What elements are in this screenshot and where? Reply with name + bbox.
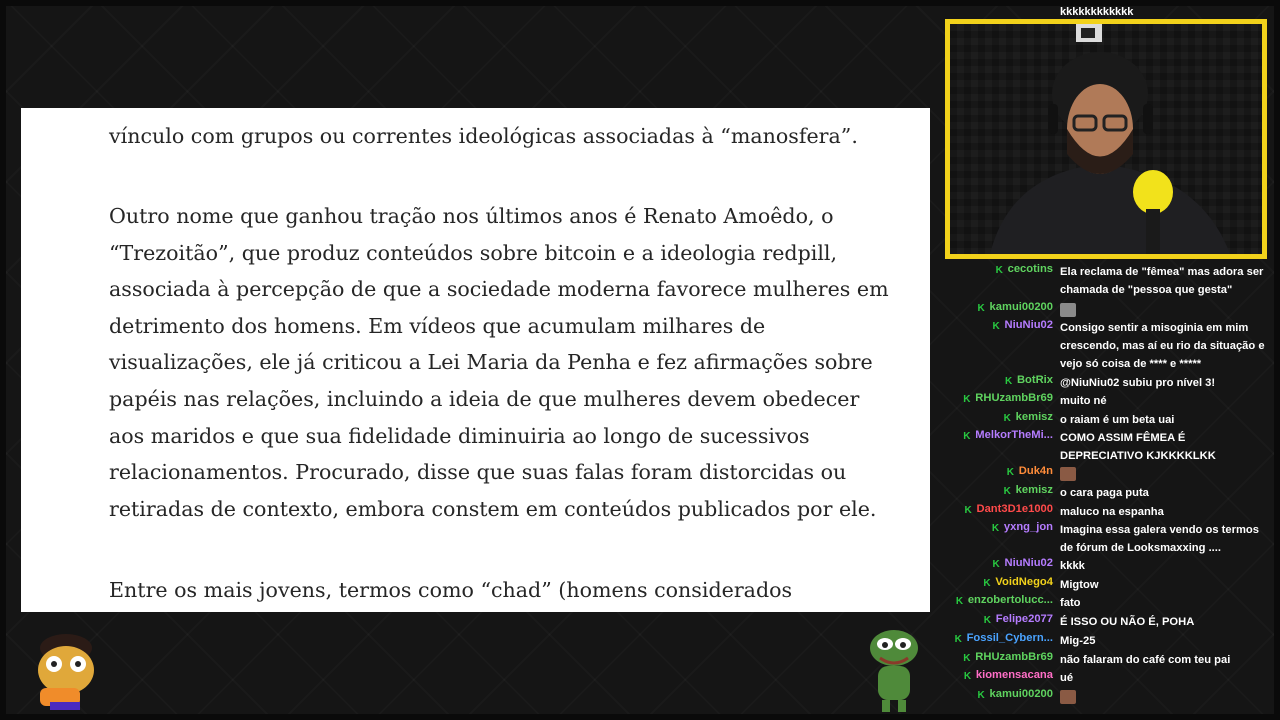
chat-message-text: @NiuNiu02 subiu pro nível 3! xyxy=(1060,377,1216,389)
chat-username[interactable]: BotRix xyxy=(1016,374,1053,386)
chat-panel[interactable] xyxy=(945,263,1275,713)
article-paragraph-3: Entre os mais jovens, termos como “chad” (homens considerados xyxy=(109,578,793,602)
kick-badge-icon: K xyxy=(954,634,962,645)
chat-username[interactable]: enzobertolucc... xyxy=(967,594,1053,606)
chat-username[interactable]: Felipe2077 xyxy=(995,613,1053,625)
cartoon-character-sticker xyxy=(30,628,102,710)
chat-message-text: É ISSO OU NÃO É, POHA xyxy=(1060,616,1195,628)
chat-message-text: COMO ASSIM FÊMEA É DEPRECIATIVO KJKKKKLKK xyxy=(1060,432,1216,462)
chat-message-text: Mig-25 xyxy=(1060,635,1096,647)
chat-username[interactable]: NiuNiu02 xyxy=(1004,319,1053,331)
chat-message-text: fato xyxy=(1060,597,1081,609)
webcam-caption: kkkkkkkkkkkk xyxy=(1060,6,1134,18)
chat-username[interactable]: kamui00200 xyxy=(989,688,1053,700)
chat-message-text: kkkk xyxy=(1060,560,1085,572)
article-line-1: vínculo com grupos ou correntes ideológicas associadas à “manosfera”. xyxy=(109,124,858,148)
chat-username[interactable]: kamui00200 xyxy=(989,301,1053,313)
chat-message-text: Ela reclama de "fêmea" mas adora ser chamada de "pessoa que gesta" xyxy=(1060,266,1264,296)
chat-username[interactable]: NiuNiu02 xyxy=(1004,557,1053,569)
gray-emote xyxy=(1060,303,1076,317)
kick-badge-icon: K xyxy=(964,505,972,516)
chat-username[interactable]: kemisz xyxy=(1015,411,1053,423)
chat-message-text: ué xyxy=(1060,672,1074,684)
kick-badge-icon: K xyxy=(963,653,971,664)
kick-badge-icon: K xyxy=(991,523,1000,534)
chat-message-text: Consigo sentir a misoginia em mim crescendo, mas aí eu rio da situação e vejo só coisa de **** e ***** xyxy=(1060,322,1265,370)
chat-username[interactable]: yxng_jon xyxy=(1003,521,1053,533)
article-panel xyxy=(21,108,930,612)
kick-badge-icon: K xyxy=(1003,486,1011,497)
chat-message-text xyxy=(1060,688,1265,706)
kick-badge-icon: K xyxy=(955,596,964,607)
article-paragraph-2: Outro nome que ganhou tração nos últimos anos é Renato Amoêdo, o “Trezoitão”, que produz conteúdos sobre bitcoin e a ideologia redpill, associada à percepção de que a sociedade moderna favorece mulheres em detrimento dos homens. Em vídeos que acumulam milhares de visualizações, ele já criticou a Lei Maria da Penha e fez afirmações sobre papéis nas relações, incluindo a ideia de que mulheres devem obedecer aos maridos e que sua fidelidade diminuiria ao longo de sucessivos relacionamentos. Procurado, disse que suas falas foram distorcidas ou retiradas de contexto, embora constem em conteúdos publicados por ele. xyxy=(109,204,889,521)
webcam-feed xyxy=(945,19,1267,259)
kick-badge-icon: K xyxy=(992,559,1000,570)
kick-badge-icon: K xyxy=(1003,413,1011,424)
streamer-figure xyxy=(950,24,1262,254)
chat-username[interactable]: Duk4n xyxy=(1018,465,1053,477)
brown-emote xyxy=(1060,690,1076,704)
chat-username[interactable]: cecotins xyxy=(1007,263,1053,275)
kick-badge-icon: K xyxy=(963,431,971,442)
chat-username[interactable]: Fossil_Cybern... xyxy=(966,632,1053,644)
kick-badge-icon: K xyxy=(963,394,971,405)
pepe-frog-sticker xyxy=(864,628,924,712)
chat-message-text: maluco na espanha xyxy=(1060,506,1164,518)
chat-username[interactable]: RHUzambBr69 xyxy=(975,392,1053,404)
kick-badge-icon: K xyxy=(983,578,991,589)
chat-message-text: Imagina essa galera vendo os termos de fórum de Looksmaxxing .... xyxy=(1060,524,1259,554)
chat-message-text: muito né xyxy=(1060,395,1107,407)
chat-message-text xyxy=(1060,465,1265,483)
kick-badge-icon: K xyxy=(995,265,1003,276)
kick-badge-icon: K xyxy=(977,690,985,701)
chat-message-text: o raiam é um beta uai xyxy=(1060,414,1175,426)
chat-username[interactable]: RHUzambBr69 xyxy=(975,651,1053,663)
chat-username[interactable]: kiomensacana xyxy=(975,669,1053,681)
chat-message-text: Migtow xyxy=(1060,579,1099,591)
chat-username[interactable]: Dant3D1e1000 xyxy=(976,503,1053,515)
brown-emote xyxy=(1060,467,1076,481)
chat-username[interactable]: kemisz xyxy=(1015,484,1053,496)
kick-badge-icon: K xyxy=(1006,467,1015,478)
chat-message-text: não falaram do café com teu pai xyxy=(1060,654,1231,666)
chat-username[interactable]: MelkorTheMi... xyxy=(975,429,1053,441)
kick-badge-icon: K xyxy=(963,671,972,682)
chat-username[interactable]: VoidNego4 xyxy=(995,576,1053,588)
chat-message-text xyxy=(1060,301,1265,319)
kick-badge-icon: K xyxy=(992,321,1000,332)
kick-badge-icon: K xyxy=(983,615,992,626)
chat-message-text: o cara paga puta xyxy=(1060,487,1149,499)
kick-badge-icon: K xyxy=(1004,376,1013,387)
kick-badge-icon: K xyxy=(977,303,985,314)
